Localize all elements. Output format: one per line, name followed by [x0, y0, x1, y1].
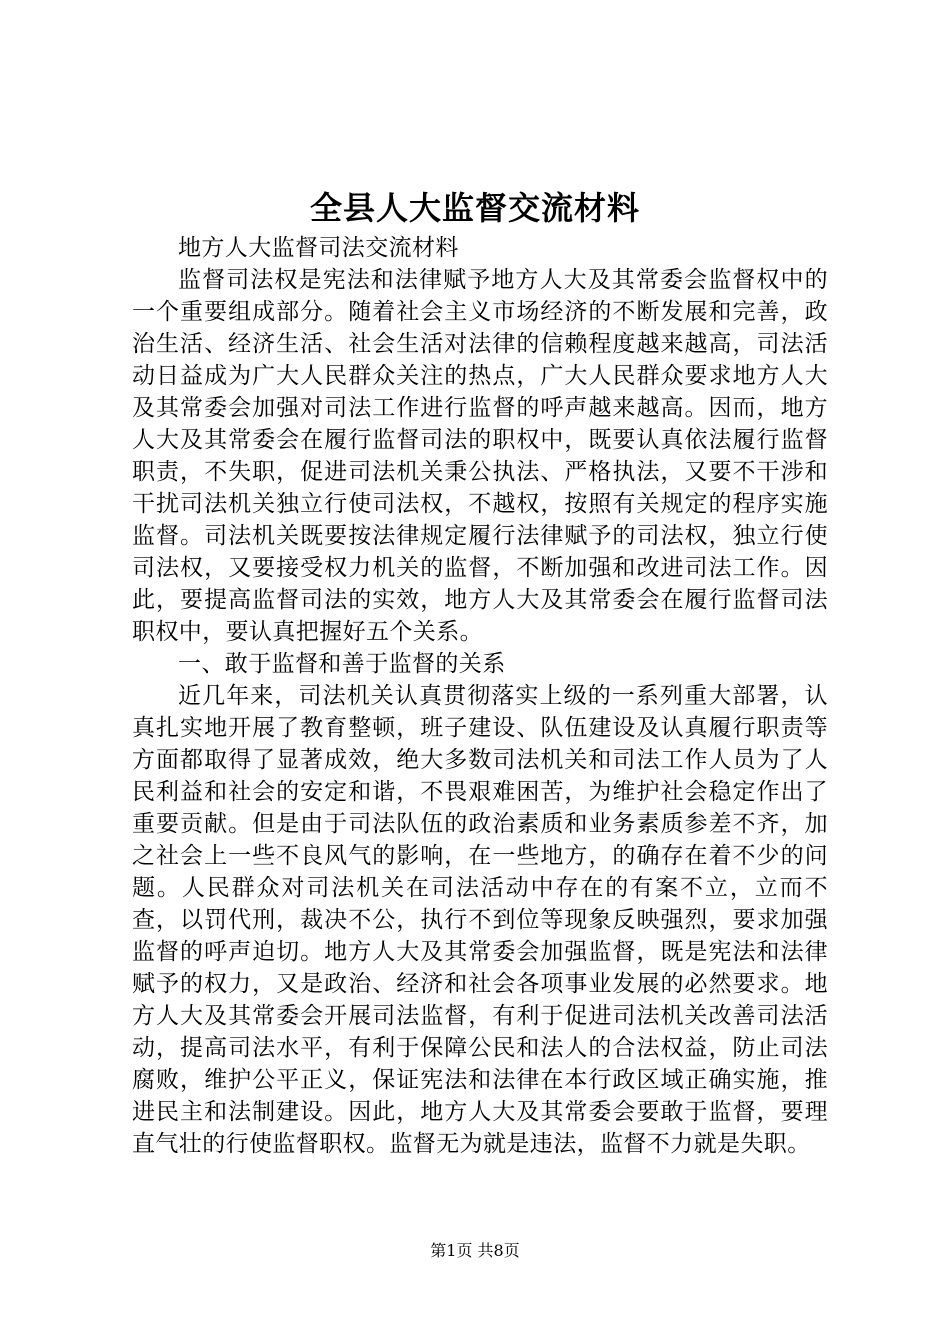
document-body [132, 232, 828, 1160]
intro-paragraph: 监督司法权是宪法和法律赋予地方人大及其常委会监督权中的一个重要组成部分。随着社会主义市场经济的不断发展和完善，政治生活、经济生活、社会生活对法律的信赖程度越来越高，司法活动日益成为广大人民群众关注的热点，广大人民群众要求地方人大及其常委会加强对司法工作进行监督的呼声越来越高。因而，地方人大及其常委会在履行监督司法的职权中，既要认真依法履行监督职责，不失职，促进司法机关秉公执法、严格执法，又要不干涉和干扰司法机关独立行使司法权，不越权，按照有关规定的程序实施监督。司法机关既要按法律规定履行法律赋予的司法权，独立行使司法权，又要接受权力机关的监督，不断加强和改进司法工作。因此，要提高监督司法的实效，地方人大及其常委会在履行监督司法职权中，要认真把握好五个关系。 [132, 267, 828, 645]
subtitle-paragraph: 地方人大监督司法交流材料 [178, 235, 459, 261]
section-paragraph: 近几年来，司法机关认真贯彻落实上级的一系列重大部署，认真扎实地开展了教育整顿，班子建设、队伍建设及认真履行职责等方面都取得了显著成效，绝大多数司法机关和司法工作人员为了人民利益和社会的安定和谐，不畏艰难困苦，为维护社会稳定作出了重要贡献。但是由于司法队伍的政治素质和业务素质参差不齐，加之社会上一些不良风气的影响，在一些地方，的确存在着不少的问题。人民群众对司法机关在司法活动中存在的有案不立，立而不查，以罚代刑，裁决不公，执行不到位等现象反映强烈，要求加强监督的呼声迫切。地方人大及其常委会加强监督，既是宪法和法律赋予的权力，又是政治、经济和社会各项事业发展的必然要求。地方人大及其常委会开展司法监督，有利于促进司法机关改善司法活动，提高司法水平，有利于保障公民和法人的合法权益，防止司法腐败，维护公平正义，保证宪法和法律在本行政区域正确实施，推进民主和法制建设。因此，地方人大及其常委会要敢于监督，要理直气壮的行使监督职权。监督无为就是违法，监督不力就是失职。 [132, 683, 828, 1157]
section-heading: 一、敢于监督和善于监督的关系 [178, 651, 506, 677]
document-title: 全县人大监督交流材料 [309, 189, 640, 227]
page-footer: 第1页 共8页 [430, 1241, 520, 1260]
